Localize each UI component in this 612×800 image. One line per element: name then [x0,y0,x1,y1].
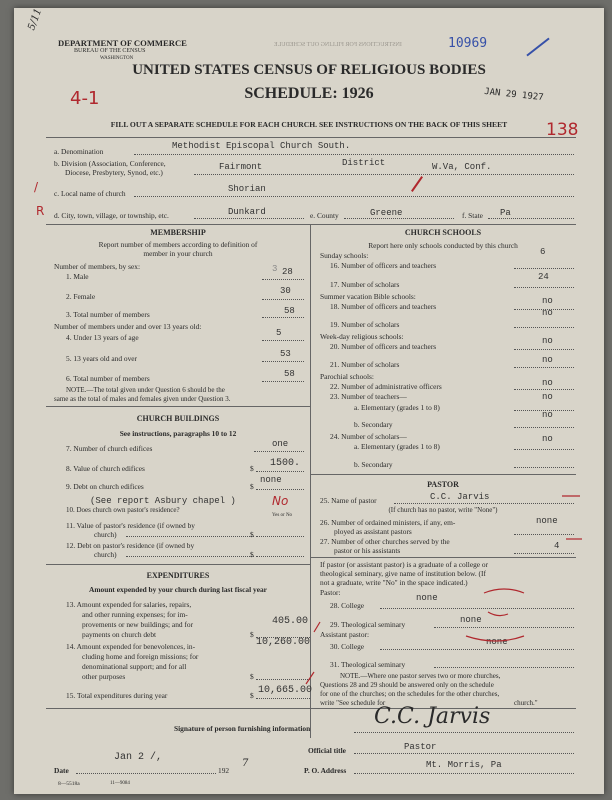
q9-label: 9. Debt on church edifices [66,482,144,491]
q27-value: 4 [554,541,560,551]
received-date-stamp: JAN 29 1927 [483,86,544,104]
q17-value: 24 [538,272,549,282]
pastor-heading: PASTOR [427,480,459,489]
denomination-value: Methodist Episcopal Church South. [172,141,351,151]
q10-typed-note: (See report Asbury chapel ) [90,496,236,506]
q8-value: 1500. [270,458,301,469]
membership-intro-2: member in your church [143,249,213,258]
pastor-note-3: for one of the churches; on the schedules for the other churches, [320,690,500,698]
q7-label: 7. Number of church edifices [66,444,153,453]
q24a-label: a. Elementary (grades 1 to 8) [354,442,440,451]
members-by-age: Number of members under and over 13 years old: [54,322,202,331]
sunday-schools: Sunday schools: [320,251,369,260]
q25-value: C.C. Jarvis [430,492,490,502]
red-tick-d: R [36,204,45,218]
q6-label: 6. Total number of members [66,374,150,383]
q13-dollar: $ [250,630,254,639]
q15-dollar: $ [250,691,254,700]
official-title-label: Official title [308,746,346,755]
po-address-label: P. O. Address [304,766,347,775]
division-label-2: Diocese, Presbytery, Synod, etc.) [65,168,163,177]
q8-dollar: $ [250,464,254,473]
expenditures-heading: EXPENDITURES [146,571,210,580]
q27-label: 27. Number of other churches served by the [320,537,450,546]
q13-value: 405.00 [272,616,309,627]
signature: C.C. Jarvis [374,704,491,729]
q12-dollar: $ [250,550,254,559]
graduate-note-3: not a graduate, write "No" in the space indicated.) [320,578,468,587]
q29-value: none [460,615,482,625]
q23b-label: b. Secondary [354,420,393,429]
q8-label: 8. Value of church edifices [66,464,145,473]
q13-label-3: provements or new buildings; and for [82,620,194,629]
division-value-1: Fairmont [219,162,263,172]
q15-label: 15. Total expenditures during year [66,691,168,700]
members-by-sex: Number of members, by sex: [54,262,140,271]
q30-value: none [486,637,508,647]
q17-label: 17. Number of scholars [330,280,400,289]
yes-no-hint: Yes or No [272,513,293,518]
bleed-through-text: INSTRUCTIONS FOR FILLING OUT SCHEDULE [274,42,402,48]
schools-heading: CHURCH SCHOOLS [404,228,482,237]
official-title-value: Pastor [404,742,437,752]
assistant-sublabel: Assistant pastor: [320,630,370,639]
print-number: 11—9084 [110,781,130,786]
local-name-label: c. Local name of church [54,189,126,198]
denomination-label: a. Denomination [54,147,104,156]
q21-label: 21. Number of scholars [330,360,400,369]
q14-label-4: other purposes [82,672,126,681]
red-pen-strokes [14,8,604,794]
q22-value: no [542,378,553,388]
q26-value: none [536,516,558,526]
q19-label: 19. Number of scholars [330,320,400,329]
q11-label: 11. Value of pastor's residence (if owned by [66,521,195,530]
q21-value: no [542,355,553,365]
q7-value: one [272,439,289,449]
q1-label: 1. Male [66,272,89,281]
q31-label: 31. Theological seminary [330,660,406,669]
state-value: Pa [500,208,511,218]
form-title: UNITED STATES CENSUS OF RELIGIOUS BODIES [132,62,486,78]
bureau-name: BUREAU OF THE CENSUS [74,48,146,54]
division-value-2: District [342,158,386,168]
parochial-schools: Parochial schools: [320,372,374,381]
membership-note-2: same as the total of males and females given under Question 3. [54,395,231,403]
q15-value: 10,665.00 [258,685,313,696]
q14-label: 14. Amount expended for benevolences, in- [66,642,196,651]
q24b-label: b. Secondary [354,460,393,469]
red-note-left: 4-1 [70,88,100,109]
pastor-note-2: Questions 28 and 29 should be answered only on the schedule [320,681,494,689]
buildings-sub: See instructions, paragraphs 10 to 12 [119,429,237,438]
membership-heading: MEMBERSHIP [150,228,206,237]
q25-note: (If church has no pastor, write "None") [388,506,498,514]
date-label: Date [54,766,69,775]
q20-value: no [542,336,553,346]
year-prefix: 192 [218,766,230,775]
serial-number: 10969 [448,36,488,51]
q26-label: 26. Number of ordained ministers, if any, em- [320,518,456,527]
weekday-schools: Week-day religious schools: [320,332,404,341]
q1-mark: 3 [272,264,278,274]
schools-intro: Report here only schools conducted by this church [368,241,518,250]
q18-label: 18. Number of officers and teachers [330,302,437,311]
state-label: f. State [462,211,483,220]
q13-label-4: payments on church debt [82,630,157,639]
pastor-note-4: write "See schedule for [320,699,386,707]
local-name-value: Shorian [228,184,266,194]
q3-label: 3. Total number of members [66,310,150,319]
q10-label: 10. Does church own pastor's residence? [66,506,180,514]
pastor-sublabel: Pastor: [320,588,341,597]
q23a-label: a. Elementary (grades 1 to 8) [354,403,440,412]
q4-label: 4. Under 13 years of age [66,333,139,342]
red-tick-c: / [34,180,39,194]
summer-schools: Summer vacation Bible schools: [320,292,416,301]
q23-label: 23. Number of teachers— [330,392,407,401]
q2-label: 2. Female [66,292,96,301]
census-schedule-form [14,8,604,794]
division-value-3: W.Va, Conf. [432,162,492,172]
division-label: b. Division (Association, Conference, [54,159,166,168]
date-value: Jan 2 /, [114,752,163,763]
q30-label: 30. College [330,642,365,651]
q22-label: 22. Number of administrative officers [330,382,442,391]
q9-dollar: $ [250,482,254,491]
q20-label: 20. Number of officers and teachers [330,342,437,351]
graduate-note-1: If pastor (or assistant pastor) is a graduate of a college or [320,560,489,569]
q19-value: no [542,308,553,318]
q23b-value: no [542,410,553,420]
q24-label: 24. Number of scholars— [330,432,407,441]
expenditures-sub: Amount expended by your church during last fiscal year [89,585,267,594]
q14-label-2: cluding home and foreign missions; for [82,652,199,661]
corner-note: 5/11 [26,7,45,32]
graduate-note-2: theological seminary, give name of institution below. (If [320,569,486,578]
q6-value: 58 [284,369,295,379]
q13-label-2: and other running expenses; for im- [82,610,188,619]
q26-label-2: ployed as assistant pastors [334,527,412,536]
q24a-value: no [542,434,553,444]
city-label: d. City, town, village, or township, etc. [54,211,169,220]
q27-label-2: pastor or his assistants [334,546,401,555]
q25-label: 25. Name of pastor [320,496,377,505]
q10-value: No [272,494,289,508]
q11-dollar: $ [250,530,254,539]
year-digit: 7 [242,758,249,769]
q14-value: 10,260.00 [256,637,311,648]
signature-label: Signature of person furnishing information [174,724,311,733]
q1-value: 28 [282,267,293,277]
q23a-value: no [542,392,553,402]
q29-label: 29. Theological seminary [330,620,406,629]
schedule-year: SCHEDULE: 1926 [244,85,374,102]
q3-value: 58 [284,306,295,316]
bureau-city: WASHINGTON [100,56,134,61]
pastor-note-1: NOTE.—Where one pastor serves two or more churches, [340,672,501,680]
q12-label: 12. Debt on pastor's residence (if owned by [66,541,195,550]
q5-value: 53 [280,349,291,359]
pastor-note-5: church." [514,699,538,707]
q4-value: 5 [276,328,282,338]
q28-label: 28. College [330,601,365,610]
q12-label-2: church) [94,550,117,559]
buildings-heading: CHURCH BUILDINGS [136,414,220,423]
form-number: 8—5518a [58,781,80,787]
q2-value: 30 [280,286,291,296]
q28-value: none [416,593,438,603]
county-label: e. County [310,211,339,220]
q5-label: 5. 13 years old and over [66,354,138,363]
membership-intro-1: Report number of members according to definition of [98,240,258,249]
sunday-schools-value: 6 [540,247,546,257]
q16-label: 16. Number of officers and teachers [330,261,437,270]
q13-label: 13. Amount expended for salaries, repairs, [66,600,192,609]
po-address-value: Mt. Morris, Pa [426,760,502,770]
dept-name: DEPARTMENT OF COMMERCE [58,38,187,48]
q9-value: none [260,475,282,485]
membership-note-1: NOTE.—The total given under Question 6 should be the [66,386,225,394]
city-value: Dunkard [228,207,266,217]
red-note-right: 138 [546,120,579,140]
instruction-line: FILL OUT A SEPARATE SCHEDULE FOR EACH CHURCH. SEE INSTRUCTIONS ON THE BACK OF THIS SHEET [110,120,508,129]
q11-label-2: church) [94,530,117,539]
county-value: Greene [370,208,403,218]
q18-value: no [542,296,553,306]
q14-label-3: denominational support; and for all [82,662,187,671]
q14-dollar: $ [250,672,254,681]
